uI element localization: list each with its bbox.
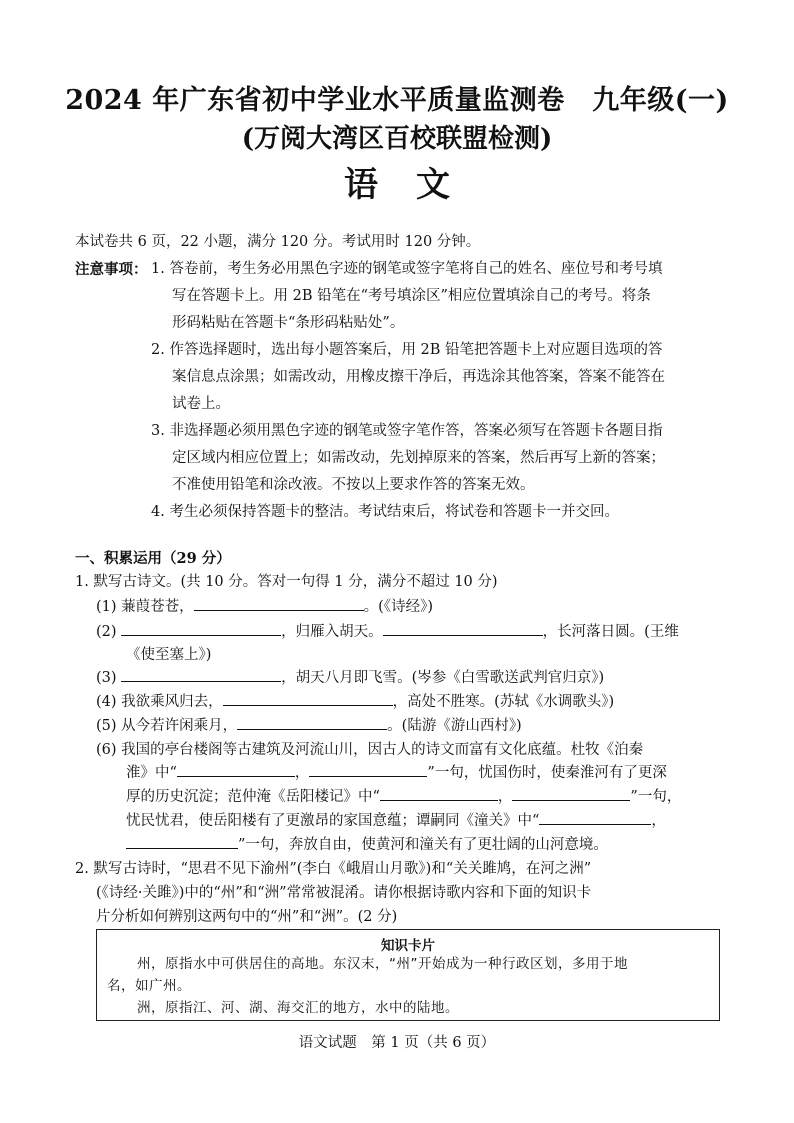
q1-item-6-line-2: 淮》中“ ， ”一句，忧国伤时，使秦淮河有了更深 [126, 760, 667, 787]
note-2-line-3: 试卷上。 [172, 396, 230, 412]
knowledge-card-line-3: 洲，原指江、河、湖、海交汇的地方，水中的陆地。 [137, 1000, 459, 1016]
note-3-line-2: 定区域内相应位置上；如需改动，先划掉原来的答案，然后再写上新的答案； [172, 450, 665, 466]
q1-item-6-line-5: ”一句，奔放自由，使黄河和潼关有了更壮阔的山河意境。 [126, 832, 608, 859]
q2-line-2: (《诗经·关雎》)中的“州”和“洲”常常被混淆。请你根据诗歌内容和下面的知识卡 [96, 885, 592, 901]
section-1-heading: 一、积累运用（29 分） [75, 550, 231, 567]
note-2-line-1: 2. 作答选择题时，选出每小题答案后，用 2B 铅笔把答题卡上对应题目选项的答 [151, 342, 663, 358]
q1-item-5: (5) 从今若许闲乘月， 。(陆游《游山西村》) [96, 713, 522, 740]
answer-blank[interactable] [512, 786, 630, 801]
subject-title: 语文 [344, 165, 488, 205]
knowledge-card-line-1: 州，原指水中可供居住的高地。东汉末，“州”开始成为一种行政区划，多用于地 [137, 956, 628, 972]
note-2-line-2: 案信息点涂黑；如需改动，用橡皮擦干净后，再选涂其他答案，答案不能答在 [172, 369, 665, 385]
answer-blank[interactable] [194, 596, 364, 611]
answer-blank[interactable] [223, 691, 393, 706]
answer-blank[interactable] [539, 810, 651, 825]
answer-blank[interactable] [383, 621, 543, 636]
q1-item-1: (1) 蒹葭苍苍， 。(《诗经》) [96, 594, 433, 621]
answer-blank[interactable] [309, 762, 427, 777]
answer-blank[interactable] [380, 786, 498, 801]
answer-blank[interactable] [126, 834, 238, 849]
page-footer: 语文试题 第 1 页（共 6 页） [298, 1035, 496, 1051]
q1-item-6-line-1: (6) 我国的亭台楼阁等古建筑及河流山川，因古人的诗文而富有文化底蕴。杜牧《泊秦 [96, 742, 644, 758]
q1-item-6-line-4: 忧民忧君，使岳阳楼有了更激昂的家国意蕴；谭嗣同《潼关》中“ ， [126, 808, 666, 835]
q1-item-6-line-3: 厚的历史沉淀；范仲淹《岳阳楼记》中“ ， ”一句， [126, 784, 681, 811]
q1-item-2: (2) ，归雁入胡天。 ，长河落日圆。(王维 [96, 619, 679, 646]
answer-blank[interactable] [121, 621, 281, 636]
q1-item-4: (4) 我欲乘风归去， ，高处不胜寒。(苏轼《水调歌头》) [96, 689, 614, 716]
q2-line-3: 片分析如何辨别这两句中的“州”和“洲”。(2 分) [96, 909, 398, 925]
exam-subtitle: (万阅大湾区百校联盟检测) [241, 124, 553, 154]
exam-intro: 本试卷共 6 页，22 小题，满分 120 分。考试用时 120 分钟。 [75, 234, 481, 250]
knowledge-card-line-2: 名，如广州。 [107, 978, 191, 994]
knowledge-card-title: 知识卡片 [381, 938, 435, 954]
note-3-line-1: 3. 非选择题必须用黑色字迹的钢笔或签字笔作答，答案必须写在答题卡各题目指 [151, 423, 663, 439]
knowledge-card [96, 929, 720, 1021]
note-1-line-2: 写在答题卡上。用 2B 铅笔在“考号填涂区”相应位置填涂自己的考号。将条 [172, 288, 651, 304]
note-1-line-3: 形码粘贴在答题卡“条形码粘贴处”。 [172, 315, 405, 331]
answer-blank[interactable] [177, 762, 295, 777]
exam-title: 2024 年广东省初中学业水平质量监测卷 九年级(一) [65, 85, 729, 116]
answer-blank[interactable] [121, 667, 281, 682]
notes-label: 注意事项： [75, 261, 148, 278]
q1-item-2-cont: 《使至塞上》) [126, 647, 212, 663]
answer-blank[interactable] [237, 715, 387, 730]
note-3-line-3: 不准使用铅笔和涂改液。不按以上要求作答的答案无效。 [172, 477, 535, 493]
q1-stem: 1. 默写古诗文。(共 10 分。答对一句得 1 分，满分不超过 10 分) [75, 574, 498, 590]
q2-line-1: 2. 默写古诗时，“思君不见下渝州”(李白《峨眉山月歌》)和“关关雎鸠，在河之洲” [75, 861, 592, 877]
q1-item-3: (3) ，胡天八月即飞雪。(岑参《白雪歌送武判官归京》) [96, 665, 604, 692]
note-1-line-1: 1. 答卷前，考生务必用黑色字迹的钢笔或签字笔将自己的姓名、座位号和考号填 [151, 261, 663, 277]
note-4: 4. 考生必须保持答题卡的整洁。考试结束后，将试卷和答题卡一并交回。 [151, 504, 619, 520]
